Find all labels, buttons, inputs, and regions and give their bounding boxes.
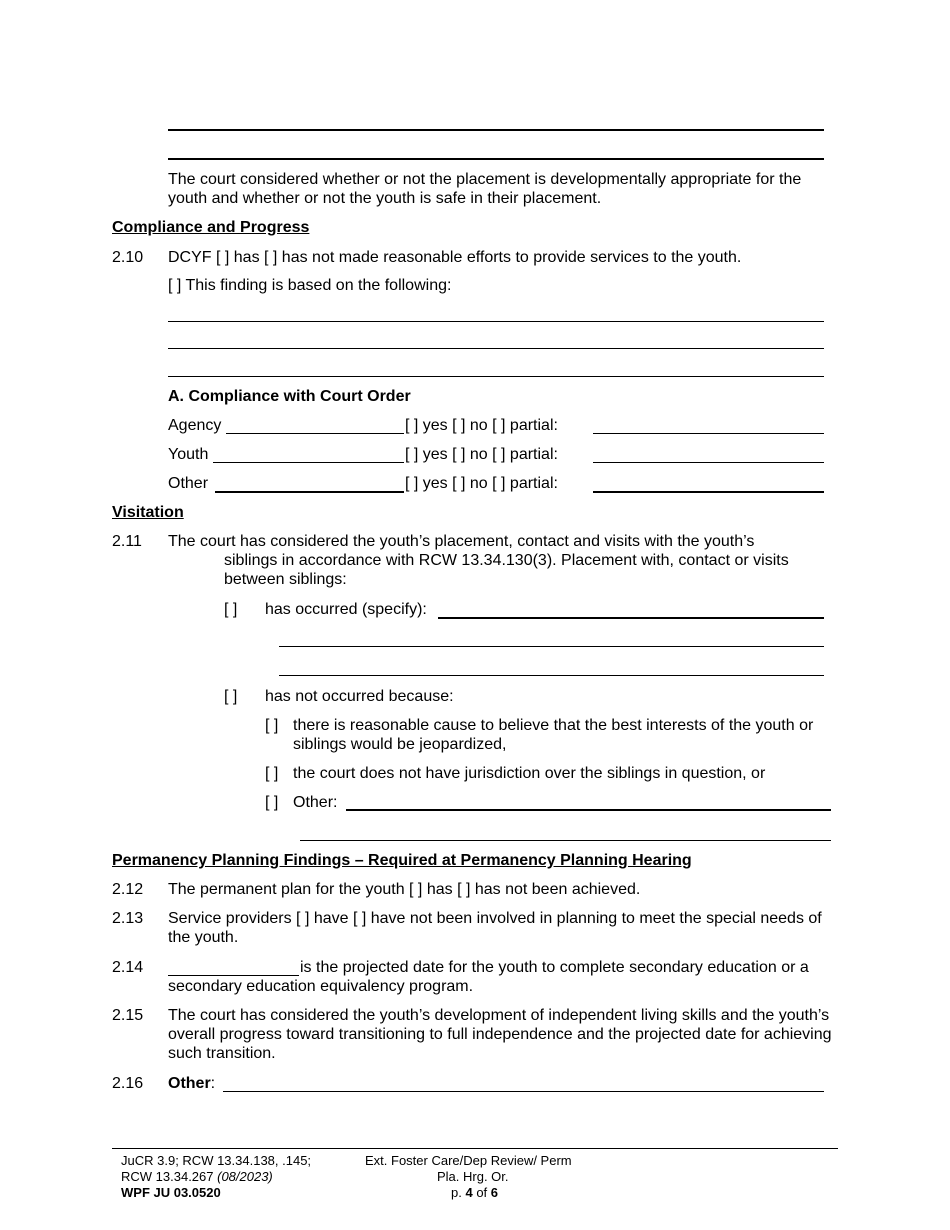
footer-title-2: Pla. Hrg. Or.: [437, 1169, 509, 1184]
not-occurred-label: has not occurred because:: [265, 688, 454, 705]
occurred-label: has occurred (specify):: [265, 601, 427, 618]
footer-form-number: WPF JU 03.0520: [121, 1185, 221, 1200]
youth-name-field[interactable]: [213, 462, 404, 463]
not-occurred-checkbox[interactable]: [ ]: [224, 688, 238, 705]
page-total: 6: [490, 1185, 499, 1200]
agency-partial-field[interactable]: [593, 433, 824, 434]
reason-1-checkbox[interactable]: [ ]: [265, 717, 279, 734]
compliance-row-label: Other: [168, 475, 209, 492]
finding-line-1[interactable]: [168, 321, 824, 322]
section-2-11-line1: The court has considered the youth’s placement, contact and visits with the youth’s: [168, 533, 755, 550]
footer-page-number: [451, 1185, 498, 1200]
page-current: 4: [465, 1185, 473, 1200]
section-number-2-12: 2.12: [112, 881, 144, 898]
occurred-specify-field[interactable]: [438, 617, 824, 619]
reason-2-text: the court does not have jurisdiction over the siblings in question, or: [293, 765, 766, 782]
section-2-15-text: The court has considered the youth’s development of independent living skills and the youth’s overall progress toward transitioning to full independence and the projected date for achieving such transition.: [168, 1007, 832, 1062]
section-number-2-11: 2.11: [112, 533, 142, 550]
section-2-14-body: is the projected date for the youth to complete secondary education or a secondary education equivalency program.: [168, 959, 809, 995]
compliance-row-label: Agency: [168, 417, 222, 434]
reason-other-field[interactable]: [346, 809, 831, 811]
occurred-line-2[interactable]: [279, 646, 824, 647]
other-options[interactable]: [ ] yes [ ] no [ ] partial:: [405, 475, 558, 492]
occurred-checkbox[interactable]: [ ]: [224, 601, 238, 618]
compliance-row-label: Youth: [168, 446, 209, 463]
reason-2-checkbox[interactable]: [ ]: [265, 765, 279, 782]
section-2-10-text: DCYF [ ] has [ ] has not made reasonable efforts to provide services to the youth.: [168, 249, 742, 266]
placement-note: The court considered whether or not the placement is developmentally appropriate for the youth and whether or not the youth is safe in their placement.: [168, 171, 802, 207]
section-2-16-label: [168, 1074, 215, 1093]
section-number-2-14: 2.14: [112, 959, 144, 976]
footer-date: (08/2023): [217, 1169, 273, 1184]
youth-options[interactable]: [ ] yes [ ] no [ ] partial:: [405, 446, 558, 463]
section-2-12-text: The permanent plan for the youth [ ] has [ ] has not been achieved.: [168, 881, 641, 898]
compliance-row-youth: [168, 445, 208, 464]
other-findings-field[interactable]: [223, 1091, 824, 1092]
agency-name-field[interactable]: [226, 433, 404, 434]
other-label: Other: [168, 1075, 211, 1092]
youth-partial-field[interactable]: [593, 462, 824, 463]
footer-rule: [112, 1148, 838, 1149]
other-name-field[interactable]: [215, 491, 404, 493]
fill-line-top-1[interactable]: [168, 129, 824, 131]
visitation-heading: Visitation: [112, 504, 184, 521]
agency-options[interactable]: [ ] yes [ ] no [ ] partial:: [405, 417, 558, 434]
section-number-2-13: 2.13: [112, 910, 144, 927]
footer-title-1: Ext. Foster Care/Dep Review/ Perm: [365, 1153, 572, 1168]
section-2-14-text: [168, 958, 838, 996]
page-of: of: [472, 1185, 491, 1200]
finding-basis-checkbox[interactable]: [ ] This finding is based on the following:: [168, 277, 452, 294]
section-number-2-15: 2.15: [112, 1007, 144, 1024]
compliance-row-agency: [168, 416, 221, 435]
reason-1-text: there is reasonable cause to believe that the best interests of the youth or siblings would be jeopardized,: [293, 717, 814, 753]
occurred-line-3[interactable]: [279, 675, 824, 676]
compliance-row-other: [168, 474, 208, 493]
compliance-heading: Compliance and Progress: [112, 219, 310, 236]
footer-rcw: RCW 13.34.267: [121, 1169, 218, 1184]
court-order-heading: A. Compliance with Court Order: [168, 388, 411, 405]
fill-line-top-2[interactable]: [168, 158, 824, 160]
section-number-2-16: 2.16: [112, 1075, 144, 1092]
section-number-2-10: 2.10: [112, 249, 144, 266]
reason-other-line-2[interactable]: [300, 840, 831, 841]
other-partial-field[interactable]: [593, 491, 824, 493]
footer-citation-2: [121, 1169, 273, 1184]
reason-3-text: Other:: [293, 794, 338, 811]
finding-line-3[interactable]: [168, 376, 824, 377]
permanency-heading: Permanency Planning Findings – Required at Permanency Planning Hearing: [112, 852, 692, 869]
section-2-11-rest: siblings in accordance with RCW 13.34.130(3). Placement with, contact or visits between siblings:: [224, 552, 789, 588]
reason-3-checkbox[interactable]: [ ]: [265, 794, 279, 811]
footer-citation-1: JuCR 3.9; RCW 13.34.138, .145;: [121, 1153, 312, 1168]
section-2-13-text: Service providers [ ] have [ ] have not been involved in planning to meet the special needs of the youth.: [168, 910, 822, 946]
finding-line-2[interactable]: [168, 348, 824, 349]
page-prefix: p.: [451, 1185, 466, 1200]
other-colon: :: [210, 1075, 216, 1092]
